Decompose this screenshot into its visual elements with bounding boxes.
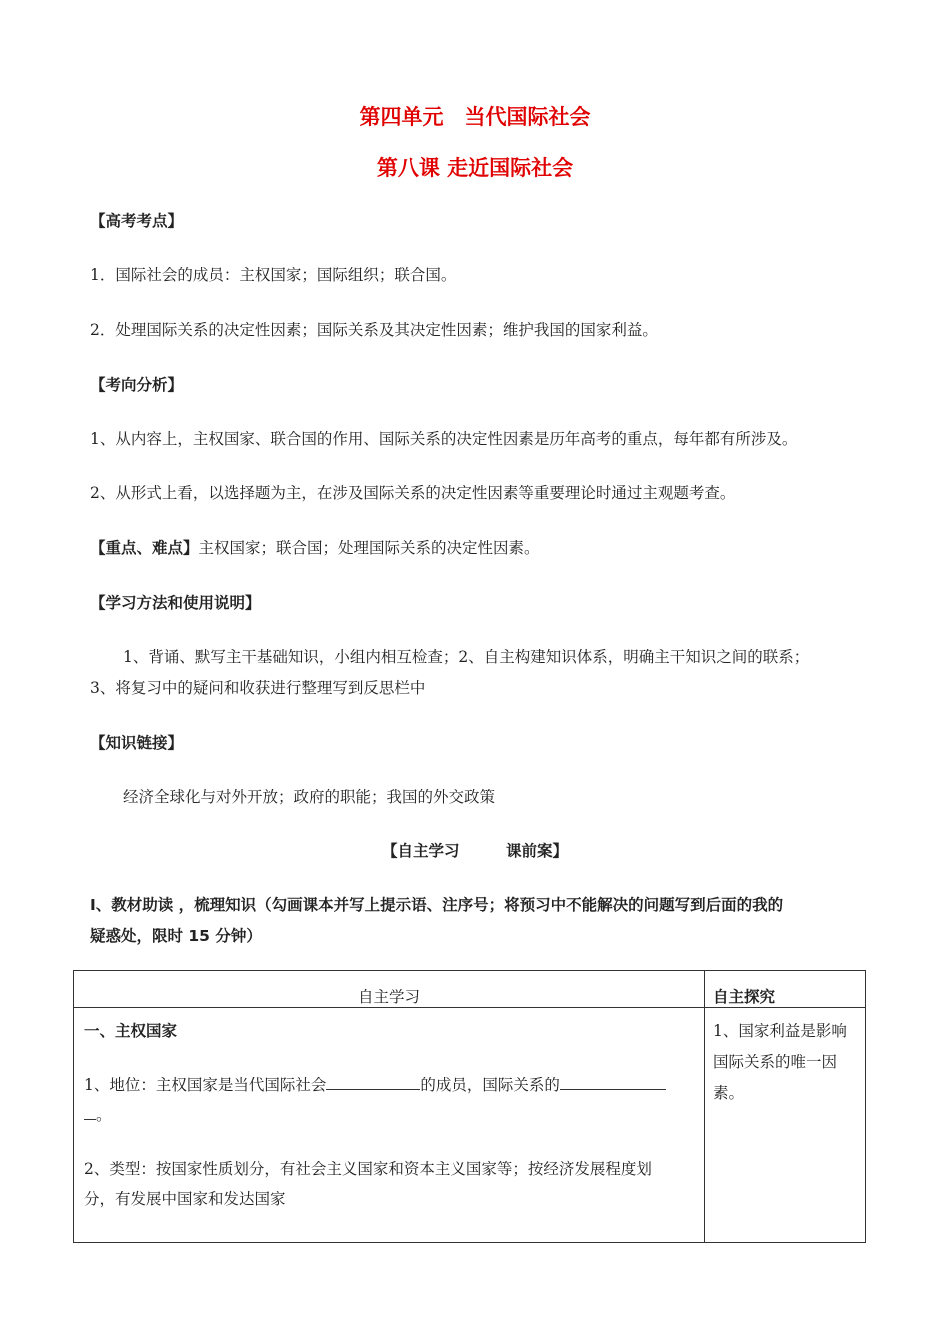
unit-title: 第四单元 当代国际社会 <box>359 105 591 129</box>
links-heading: 【知识链接】 <box>90 734 184 752</box>
explore-line-2: 国际关系的唯一因 <box>713 1053 838 1071</box>
item-2-line-1: 2、类型：按国家性质划分，有社会主义国家和资本主义国家等；按经济发展程度划 <box>84 1160 652 1178</box>
self-explore-cell <box>705 1008 866 1243</box>
fill-blank-1[interactable] <box>326 1073 420 1090</box>
instruction-line-1: Ⅰ、教材助读 ，梳理知识（勾画课本并写上提示语、注序号；将预习中不能解决的问题写到后面的我的 <box>90 896 784 914</box>
key-points-heading: 【重点、难点】 <box>90 539 199 557</box>
item-2-line-2: 分，有发展中国家和发达国家 <box>84 1190 286 1208</box>
sovereign-state-title: 一、主权国家 <box>84 1022 178 1040</box>
method-heading: 【学习方法和使用说明】 <box>90 594 261 612</box>
instruction-line-2: 疑惑处，限时 15 分钟） <box>90 927 262 945</box>
method-line-1: 1、背诵、默写主干基础知识，小组内相互检查；2、自主构建知识体系，明确主干知识之间的联系； <box>123 648 810 666</box>
key-points-line <box>90 536 540 560</box>
explore-line-3: 素。 <box>713 1084 745 1102</box>
study-table <box>73 970 866 1243</box>
explore-line-1: 1、国家利益是影响 <box>713 1022 847 1040</box>
col-right-header: 自主探究 <box>705 971 866 1008</box>
lesson-title: 第八课 走近国际社会 <box>376 156 574 180</box>
exam-points-heading: 【高考考点】 <box>90 212 184 230</box>
fill-blank-2[interactable] <box>560 1073 666 1090</box>
self-study-heading: 【自主学习 课前案】 <box>381 842 568 860</box>
analysis-2: 2、从形式上看，以选择题为主，在涉及国际关系的决定性因素等重要理论时通过主观题考查。 <box>90 484 736 502</box>
fill-blank-2-tail[interactable] <box>84 1103 96 1120</box>
col-left-header: 自主学习 <box>74 971 705 1008</box>
item-1-line: 1、地位：主权国家是当代国际社会 的成员，国际关系的 <box>84 1070 694 1100</box>
table-body-row <box>74 1008 866 1243</box>
method-line-2: 3、将复习中的疑问和收获进行整理写到反思栏中 <box>90 679 426 697</box>
self-study-cell <box>74 1008 705 1243</box>
analysis-1: 1、从内容上，主权国家、联合国的作用、国际关系的决定性因素是历年高考的重点，每年都有所涉及。 <box>90 430 798 448</box>
analysis-heading: 【考向分析】 <box>90 376 184 394</box>
exam-point-2: 2．处理国际关系的决定性因素；国际关系及其决定性因素；维护我国的国家利益。 <box>90 321 658 339</box>
item-1-continuation: 。 <box>84 1100 694 1130</box>
links-text: 经济全球化与对外开放；政府的职能；我国的外交政策 <box>123 788 496 806</box>
exam-point-1: 1．国际社会的成员：主权国家；国际组织；联合国。 <box>90 266 457 284</box>
table-header-row <box>74 971 866 1008</box>
key-points-text: 主权国家；联合国；处理国际关系的决定性因素。 <box>198 539 540 557</box>
